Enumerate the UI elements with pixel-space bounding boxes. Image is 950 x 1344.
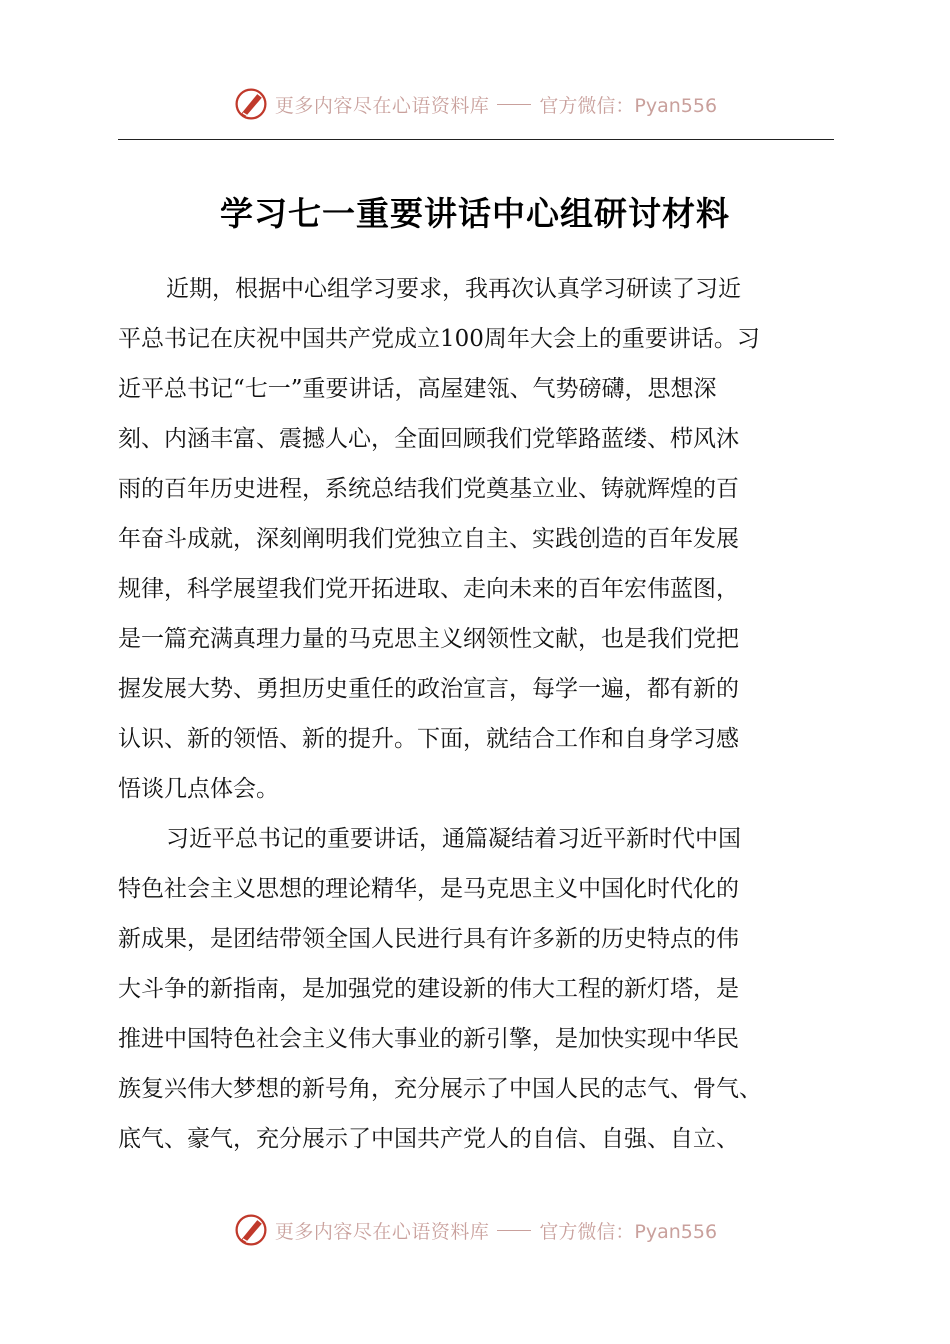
text-line: 平总书记在庆祝中国共产党成立100周年大会上的重要讲话。习 [118, 326, 760, 352]
text-line: 底气、豪气，充分展示了中国共产党人的自信、自强、自立、 [118, 1126, 739, 1152]
document-body [118, 264, 834, 1164]
text-line: 特色社会主义思想的理论精华，是马克思主义中国化时代化的 [118, 876, 739, 902]
text-line: 握发展大势、勇担历史重任的政治宣言，每学一遍，都有新的 [118, 676, 739, 702]
header-watermark-banner [0, 84, 950, 124]
paragraph [118, 814, 834, 1164]
paragraph [118, 264, 834, 814]
document-title: 学习七一重要讲话中心组研讨材料 [220, 194, 730, 233]
text-line: 推进中国特色社会主义伟大事业的新引擎，是加快实现中华民 [118, 1026, 739, 1052]
banner-dash [497, 1230, 531, 1231]
header-divider [118, 139, 834, 140]
text-line: 族复兴伟大梦想的新号角，充分展示了中国人民的志气、骨气、 [118, 1076, 762, 1102]
banner-wechat: 官方微信：Pyan556 [539, 1220, 718, 1243]
text-line: 雨的百年历史进程，系统总结我们党奠基立业、铸就辉煌的百 [118, 476, 739, 502]
banner-text: 更多内容尽在心语资料库 [274, 94, 490, 117]
banner-text: 更多内容尽在心语资料库 [274, 1220, 490, 1243]
banner-dash [497, 104, 531, 105]
pen-logo-icon [233, 86, 269, 122]
text-line: 习近平总书记的重要讲话，通篇凝结着习近平新时代中国 [166, 826, 741, 852]
footer-watermark-banner [0, 1210, 950, 1250]
pen-logo-icon [233, 1212, 269, 1248]
text-line: 认识、新的领悟、新的提升。下面，就结合工作和自身学习感 [118, 726, 739, 752]
text-line: 年奋斗成就，深刻阐明我们党独立自主、实践创造的百年发展 [118, 526, 739, 552]
text-line: 是一篇充满真理力量的马克思主义纲领性文献，也是我们党把 [118, 626, 739, 652]
text-line: 近期，根据中心组学习要求，我再次认真学习研读了习近 [166, 276, 741, 302]
text-line: 近平总书记“七一”重要讲话，高屋建瓴、气势磅礴，思想深 [118, 376, 717, 402]
text-line: 规律，科学展望我们党开拓进取、走向未来的百年宏伟蓝图， [118, 576, 739, 602]
text-line: 刻、内涵丰富、震撼人心，全面回顾我们党筚路蓝缕、栉风沐 [118, 426, 739, 452]
text-line: 大斗争的新指南，是加强党的建设新的伟大工程的新灯塔，是 [118, 976, 739, 1002]
text-line: 新成果，是团结带领全国人民进行具有许多新的历史特点的伟 [118, 926, 739, 952]
banner-wechat: 官方微信：Pyan556 [539, 94, 718, 117]
text-line: 悟谈几点体会。 [118, 776, 279, 802]
